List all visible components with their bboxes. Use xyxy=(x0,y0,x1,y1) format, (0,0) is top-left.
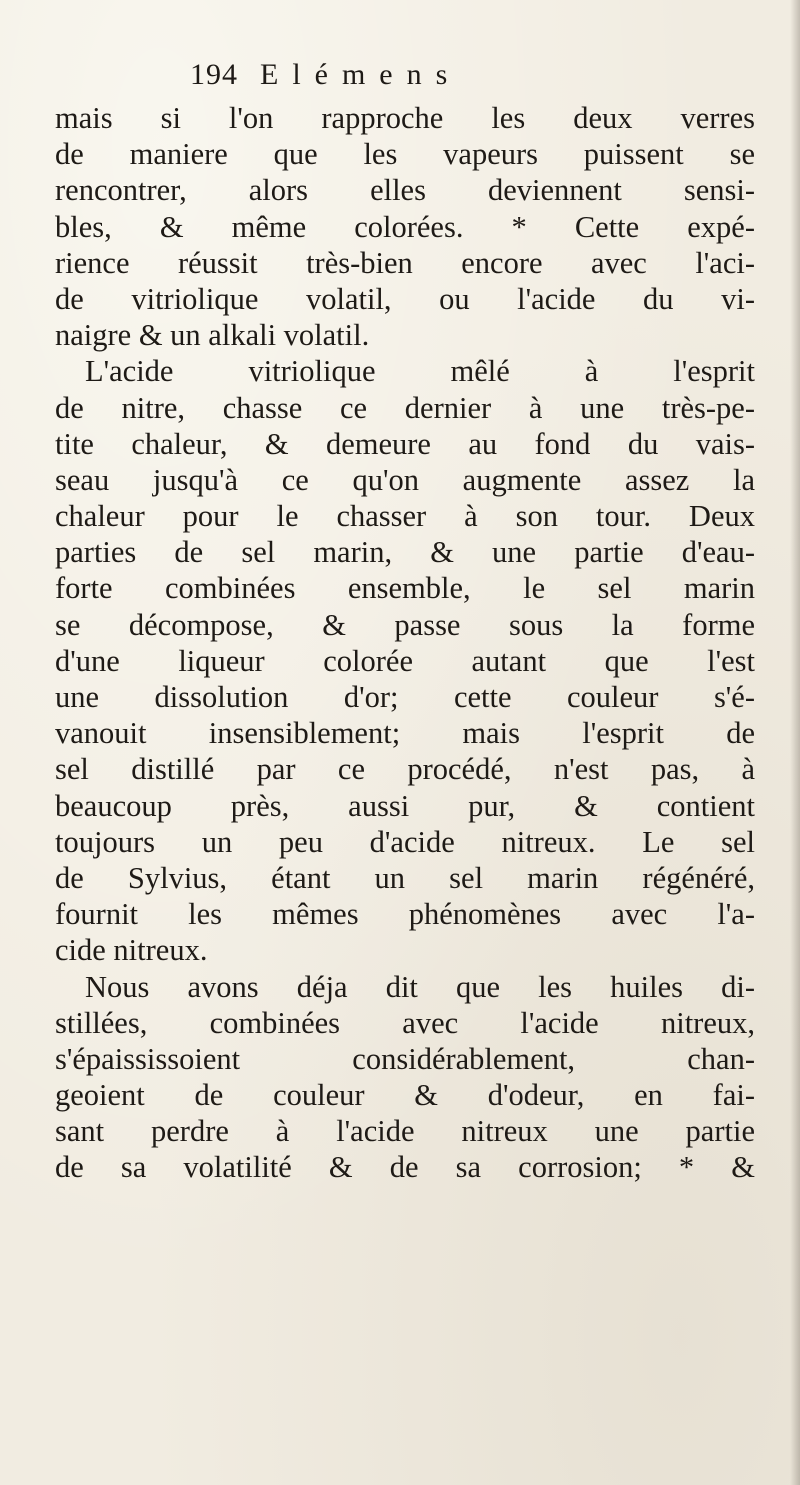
text-line: parties de sel marin, & une partie d'eau- xyxy=(55,535,755,570)
text-line: chaleur pour le chasser à son tour. Deux xyxy=(55,499,755,534)
text-line: d'une liqueur colorée autant que l'est xyxy=(55,643,755,678)
page-edge-shadow xyxy=(790,0,800,1485)
text-line: bles, & même colorées. * Cette expé- xyxy=(55,209,755,244)
text-line: rencontrer, alors elles deviennent sensi- xyxy=(55,173,755,208)
text-line: de Sylvius, étant un sel marin régénéré, xyxy=(55,860,755,895)
text-line: une dissolution d'or; cette couleur s'é- xyxy=(55,680,755,714)
text-line: s'épaississoient considérablement, chan- xyxy=(55,1041,755,1076)
text-line: de sa volatilité & de sa corrosion; * & xyxy=(55,1150,755,1185)
text-line: stillées, combinées avec l'acide nitreux, xyxy=(55,1005,755,1040)
text-line: de maniere que les vapeurs puissent se xyxy=(55,137,755,172)
text-line: sel distillé par ce procédé, n'est pas, à xyxy=(55,752,755,787)
text-line: vanouit insensiblement; mais l'esprit de xyxy=(55,716,755,751)
text-line: cide nitreux. xyxy=(55,933,208,968)
text-line: L'acide vitriolique mêlé à l'esprit xyxy=(85,354,755,389)
text-line: Nous avons déja dit que les huiles di- xyxy=(85,969,755,1004)
text-line: mais si l'on rapproche les deux verres xyxy=(55,101,755,135)
text-line: se décompose, & passe sous la forme xyxy=(55,607,755,642)
page-header xyxy=(190,58,750,98)
text-line: seau jusqu'à ce qu'on augmente assez la xyxy=(55,462,755,497)
text-line: beaucoup près, aussi pur, & contient xyxy=(55,788,755,823)
running-title: Elémens xyxy=(260,58,462,91)
text-line: naigre & un alkali volatil. xyxy=(55,318,370,353)
text-line: tite chaleur, & demeure au fond du vais- xyxy=(55,426,755,461)
text-line: de nitre, chasse ce dernier à une très-pe- xyxy=(55,390,755,425)
text-line: geoient de couleur & d'odeur, en fai- xyxy=(55,1078,755,1113)
text-line: de vitriolique volatil, ou l'acide du vi- xyxy=(55,281,755,316)
text-line: forte combinées ensemble, le sel marin xyxy=(55,571,755,606)
text-line: sant perdre à l'acide nitreux une partie xyxy=(55,1114,755,1149)
text-line: fournit les mêmes phénomènes avec l'a- xyxy=(55,897,755,932)
text-line: rience réussit très-bien encore avec l'aci- xyxy=(55,245,755,280)
text-line: toujours un peu d'acide nitreux. Le sel xyxy=(55,824,755,859)
body-text xyxy=(55,100,755,1186)
page-number: 194 xyxy=(190,58,238,91)
